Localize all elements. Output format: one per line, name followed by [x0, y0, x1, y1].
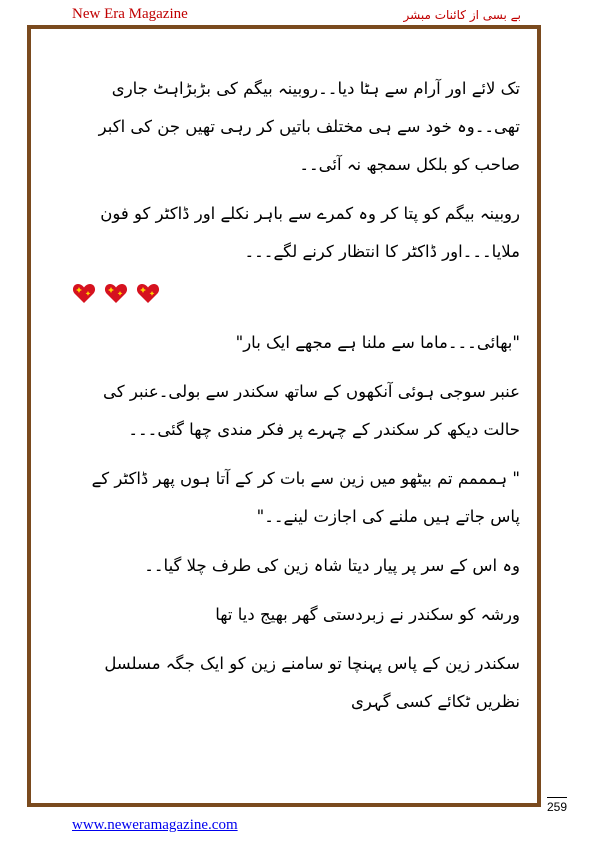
- paragraph: سکندر زین کے پاس پہنچا تو سامنے زین کو ایک جگہ مسلسل نظریں ٹکائے کسی گہری: [104, 654, 520, 711]
- story-title: بے بسی از کائنات مبشر: [403, 8, 521, 22]
- sparkling-heart-icon: [104, 282, 128, 304]
- section-divider: [72, 282, 520, 314]
- paragraph: " ہمممم تم بیٹھو میں زین سے بات کر کے آتا ہوں پھر ڈاکٹر کے پاس جاتے ہیں ملنے کی اجازت لینے۔۔": [91, 469, 520, 526]
- sparkling-heart-icon: [72, 282, 96, 304]
- paragraph: روبینہ بیگم کو پتا کر وہ کمرے سے باہر نکلے اور ڈاکٹر کو فون ملایا۔۔۔اور ڈاکٹر کا انتظار کرنے لگے۔۔۔: [100, 204, 520, 261]
- paragraph: ورشہ کو سکندر نے زبردستی گھر بھیج دیا تھا: [215, 605, 520, 624]
- page-number: 259: [547, 797, 567, 814]
- paragraph: تک لائے اور آرام سے ہٹا دیا۔۔روبینہ بیگم کی بڑبڑاہٹ جاری تھی۔۔وہ خود سے ہی مختلف باتیں کر رہی تھیں جن کی اکبر صاحب کو بلکل سمجھ نہ آئی۔۔: [98, 79, 520, 174]
- story-content: [72, 70, 520, 732]
- paragraph: "بھائی۔۔۔ماما سے ملنا ہے مجھے ایک بار": [235, 333, 520, 352]
- website-link[interactable]: www.neweramagazine.com: [72, 817, 238, 833]
- magazine-title: New Era Magazine: [72, 6, 188, 22]
- paragraph: عنبر سوجی ہوئی آنکھوں کے ساتھ سکندر سے بولی۔عنبر کی حالت دیکھ کر سکندر کے چہرے پر فکر مندی چھا گئی۔۔۔: [103, 382, 520, 439]
- paragraph: وہ اس کے سر پر پیار دیتا شاہ زین کی طرف چلا گیا۔۔: [144, 556, 520, 575]
- sparkling-heart-icon: [136, 282, 160, 304]
